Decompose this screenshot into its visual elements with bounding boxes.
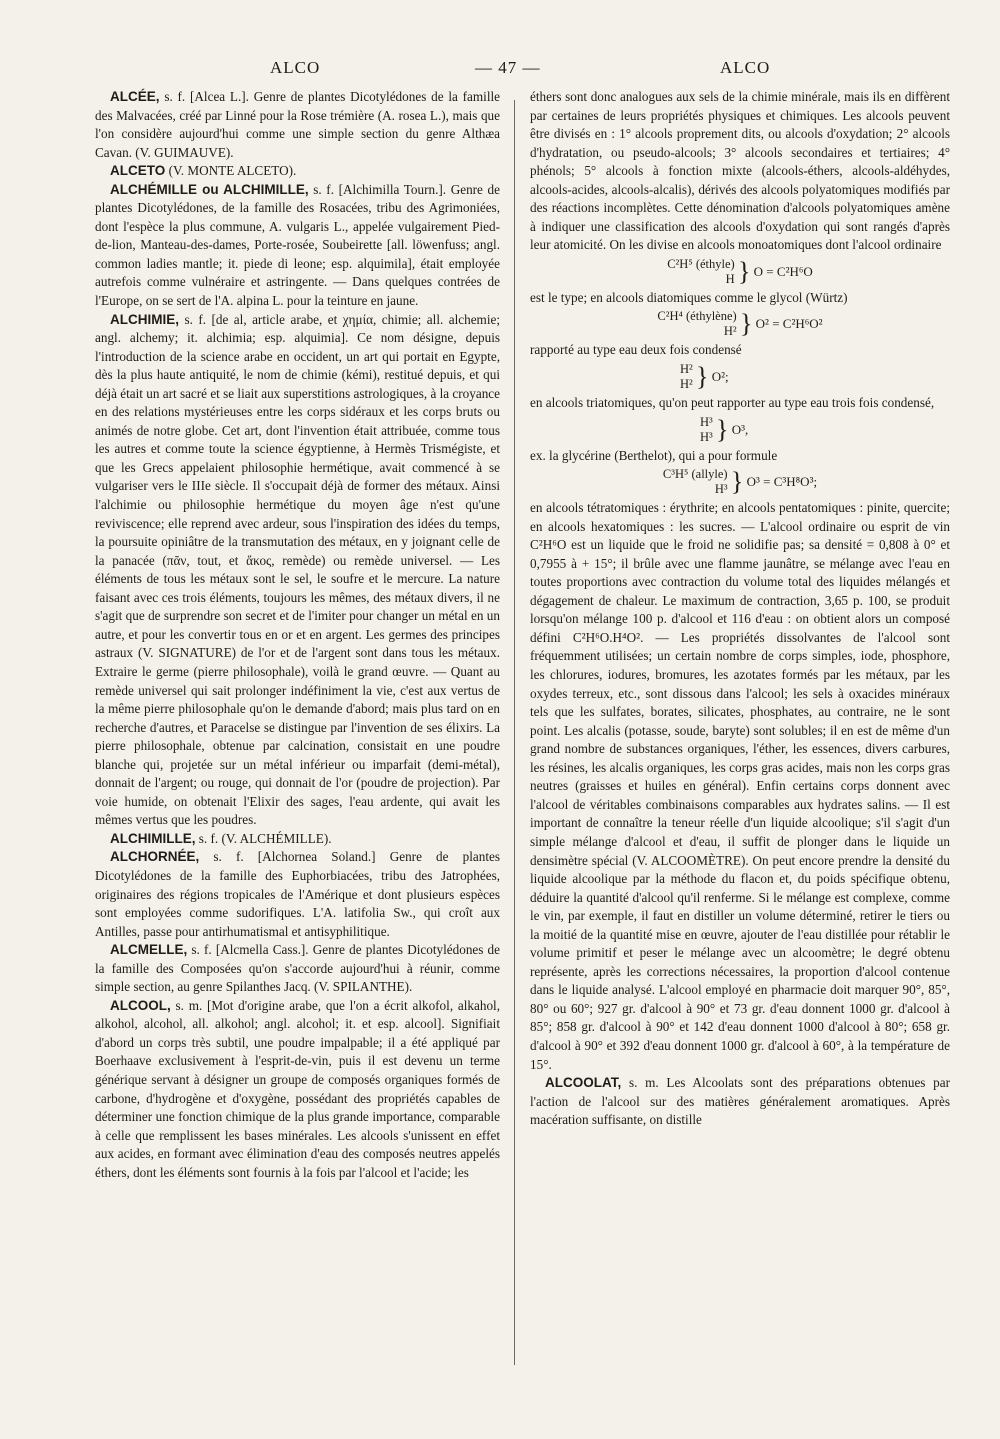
formula-bottom: H³ <box>700 429 713 444</box>
paragraph: rapporté au type eau deux fois condensé <box>530 342 742 358</box>
paragraph: est le type; en alcools diatomiques comme le glycol (Würtz) <box>530 289 848 305</box>
entry-text: (V. MONTE ALCETO). <box>168 163 297 179</box>
headword: ALCÉE, <box>110 89 160 104</box>
formula-bottom: H² <box>723 324 737 339</box>
formula-top: H² <box>680 362 693 377</box>
entry-alcee <box>95 88 500 162</box>
formula-top: C³H⁵ (allyle) <box>662 467 728 482</box>
brace-symbol: } <box>696 362 709 392</box>
entry-alchimie <box>95 311 500 830</box>
entry-text: s. m. [Mot d'origine arabe, que l'on a écrit alkofol, alkahol, alkohol, alcohol, all. alkohol; angl. alcohol; it. et esp. alcool]. Signifiait d'abord un corps très subtil, une poudre impalpable; il a été appliqué par Boerhaave exclusivement à l'esprit-de-vin, puis il est devenu un terme générique servant à désigner un groupe de composés organiques formés de carbone, d'hydrogène et d'oxygène, possédant des propriétés capables de déterminer une fonction chimique de la plus grande importance, comparable à celle que remplissent les bases minérales. Les alcools s'unissent en effet aux acides, en formant avec élimination d'eau des composés neutres appelés éthers, dont les éléments sont fournis à la fois par l'alcool et l'acide; les <box>95 997 500 1180</box>
entry-alcool <box>95 997 500 1182</box>
entry-text: s. f. [Alcea L.]. Genre de plantes Dicotylédones de la famille des Malvacées, créé par Linné pour la Rose trémière (A. rosea L.), mais que l'on considère aujourd'hui comme une simple section du genre Althæa Cavan. (V. GUIMAUVE). <box>95 89 500 160</box>
left-column <box>95 88 500 1182</box>
running-head-right: ALCO <box>720 58 771 77</box>
entry-text: s. f. [Alchimilla Tourn.]. Genre de plantes Dicotylédones, de la famille des Rosacées, tribu des Agrimoniées, dont l'espèce la plus commune, A. vulgaris L., appelée vulgairement Pied-de-lion, Manteau-des-dames, Porte-rosée, Soubeirette [all. löwenfuss; angl. common ladies mantle; it. piede di leone; esp. alquimila], était employée autrefois comme vulnéraire et astringente. — Dans quelques contrées de l'Europe, on se sert de l'A. alpina L. pour la teinture en jaune. <box>95 181 500 309</box>
headword: ALCETO <box>110 163 166 179</box>
alcool-continued: éthers sont donc analogues aux sels de la chimie minérale, mais ils en diffèrent par certaines de leurs propriétés physiques et chimiques. Les alcools peuvent être divisés en : 1° alcools proprement dits, ou alcools d'oxydation; 2° alcools d'hydratation, ou pseudo-alcools; 3° alcools secondaires et tertiaires; 4° phénols; 5° alcools à fonction mixte (alcools-éthers, alcools-aldéhydes, alcools-acides, alcools-alcalis), dérivés des alcools polyatomiques modifiés par des réactions incomplètes. Cette dénomination d'alcools polyatomiques amène à indiquer une classification des alcools d'oxydation qui sont rangés d'après leur atomicité. On les divise en alcools monoatomiques dont l'alcool ordinaire <box>530 89 950 253</box>
formula-top: C²H⁴ (éthylène) <box>657 309 737 324</box>
right-column <box>530 88 950 1130</box>
entry-alchemille <box>95 181 500 311</box>
headword: ALCHIMILLE, <box>110 830 196 846</box>
formula-glycol <box>530 309 950 339</box>
formula-rhs: O² = C²H⁶O² <box>755 316 823 332</box>
formula-bottom: H² <box>680 377 693 392</box>
formula-top: C²H⁵ (éthyle) <box>667 256 735 271</box>
paragraph: ex. la glycérine (Berthelot), qui a pour formule <box>530 447 778 463</box>
headword: ALCHORNÉE, <box>110 849 200 865</box>
headword: ALCHÉMILLE ou ALCHIMILLE, <box>110 181 309 197</box>
page-number: — 47 — <box>475 58 541 77</box>
entry-alchornee <box>95 848 500 941</box>
formula-rhs: O = C²H⁶O <box>753 263 813 279</box>
column-divider <box>514 100 515 1365</box>
entry-alchimille <box>95 830 500 849</box>
entry-text: s. m. Les Alcoolats sont des préparations obtenues par l'action de l'alcool sur des matières généralement aromatiques. Après macération suffisante, on distille <box>530 1075 950 1128</box>
formula-rhs: O²; <box>711 369 729 385</box>
entry-alcmelle <box>95 941 500 997</box>
formula-ethyl-alcohol <box>530 257 950 287</box>
brace-symbol: } <box>739 309 753 339</box>
paragraph: en alcools tétratomiques : érythrite; en alcools pentatomiques : pinite, quercite; en alcools hexatomiques : les sucres. — L'alcool ordinaire ou esprit de vin C²H⁶O est un liquide que le froid ne solidifie pas; sa densité = 0,808 à 0° et 0,7955 à + 15°; il brûle avec une flamme jaunâtre, se mélange avec l'eau en toutes proportions avec contraction du volume total des liquides mélangés et dégagement de chaleur. Le maximum de contraction, 3,65 p. 100, se produit lorsqu'on mélange 100 p. d'alcool et 116 d'eau : on obtient alors un composé défini C²H⁶O.H⁴O². — Les propriétés dissolvantes de l'alcool sont fréquemment utilisées; un certain nombre de corps simples, iode, phosphore, les chlorures, iodures, bromures, les azotates formés par les métaux, par les oxydes terreux, etc., sont dissous dans l'alcool; les sels à oxacides minéraux tels que les sulfates, borates, silicates, phosphates, au contraire, ne le sont point. Les alcalis (potasse, soude, baryte) sont solubles; il en est de même d'un grand nombre de substances organiques, l'éther, les essences, divers carbures, les résines, les alcalis organiques, les corps gras acides, mais non les corps gras neutres (graisses et huiles en général). Enfin certains corps donnent avec l'alcool de véritables combinaisons comparables aux hydrates salins. — Il est important de connaître la teneur réelle d'un liquide alcoolique; s'il s'agit d'un simple mélange d'alcool et d'eau, il suffit de plonger dans le liquide un densimètre spécial (V. ALCOOMÈTRE). On peut encore prendre la densité du liquide alcoolique par la méthode du flacon et, du poids spécifique obtenu, déduire la quantité d'alcool qu'il renferme. Si le mélange est complexe, comme le vin, par exemple, il faut en distiller un volume déterminé, retirer le tiers ou la moitié de la quantité mise en œuvre, ajouter de l'eau distillée pour rétablir le volume primitif et peser le mélange avec un alcoomètre; le degré obtenu représente, après les corrections nécessaires, la proportion d'alcool contenue dans le liquide analysé. L'alcool employé en pharmacie doit marquer 90°, 85°, 80° ou 60°; 927 gr. d'alcool à 90° et 73 gr. d'eau donnent 1000 gr. d'alcool à 85°; 858 gr. d'alcool à 90° et 142 d'eau donnent 1000 d'alcool à 80°; 658 gr. d'alcool à 90° et 392 d'eau donnent 1000 gr. d'alcool à 60°, à la température de 15°. <box>530 500 950 1072</box>
entry-text: s. f. [de al, article arabe, et χημία, chimie; all. alchemie; angl. alchemy; it. alchimia; esp. alquimia]. Ce nom désigne, depuis l'introduction de la science arabe en occident, un art qui portait en Egypte, dès la plus haute antiquité, le nom de chimie (kémi), restitué depuis, et qui déjà était un art sacré et se liait aux superstitions astrologiques, à la croyance en des relations mystérieuses entre les corps sidéraux et les corps bruts ou animés de notre globe. Cet art, dont l'invention était attribuée, comme tous les autres et comme toute la science égyptienne, à Hermès Trismégiste, et que les Grecs appelaient philosophie hermétique, avait commencé à se vulgariser vers le IIIe siècle. Il s'occupait déjà de former des métaux. Ainsi l'alchimie ou philosophie hermétique du moyen âge n'est qu'une reviviscence; elle reprend avec ardeur, sous l'inspiration des idées du temps, la poursuite opiniâtre de la transmutation des métaux, en y joignant celle de la panacée (πᾶν, tout, et ἄκος, remède) ou remède universel. — Les éléments de tous les métaux sont le sel, le soufre et le mercure. La nature faisant avec ces trois éléments, toujours les mêmes, des métaux divers, il ne s'agit que de surprendre son secret et de l'imiter pour changer un métal en un autre, et pour les convertir tous en or et en argent. Les germes des principes astraux (V. SIGNATURE) de l'or et de l'argent sont dans tous les métaux. Extraire le germe (pierre philosophale), voilà le grand œuvre. — Quant au remède universel qui sait prolonger indéfiniment la vie, c'est aux vertus de la même pierre philosophale qu'on le demande d'abord; mais plus tard on en recherche d'autres, et Paracelse se distingue par l'invention de ses élixirs. La pierre philosophale, obtenue par calcination, consistait en une poudre blanche qui, projetée sur un métal inférieur ou imparfait (demi-métal), donnait de l'argent; ou rouge, qui donnait de l'or (poudre de projection). Par voie humide, on obtenait l'Elixir des sages, l'eau ardente, qui avait les mêmes vertus que les poudres. <box>95 311 501 828</box>
page-header <box>100 58 950 82</box>
headword: ALCHIMIE, <box>110 311 179 327</box>
brace-symbol: } <box>716 414 729 444</box>
entry-alceto <box>95 162 500 181</box>
paragraph: en alcools triatomiques, qu'on peut rapporter au type eau trois fois condensé, <box>530 395 935 411</box>
formula-water-double <box>530 362 950 392</box>
formula-top: H³ <box>700 414 713 429</box>
running-head-left: ALCO <box>270 58 321 77</box>
formula-rhs: O³ = C³H⁸O³; <box>746 474 818 490</box>
formula-bottom: H <box>725 271 735 286</box>
formula-rhs: O³, <box>731 421 749 437</box>
formula-bottom: H³ <box>714 482 728 497</box>
entry-text: s. f. [Alcmella Cass.]. Genre de plantes Dicotylédones de la famille des Composées qu'on s'accorde aujourd'hui à réunir, comme simple section, au genre Spilanthes Jacq. (V. SPILANTHE). <box>95 942 500 995</box>
formula-water-triple <box>530 415 950 445</box>
entry-text: s. f. (V. ALCHÉMILLE). <box>198 830 332 846</box>
formula-glycerine <box>530 467 950 497</box>
headword: ALCMELLE, <box>110 942 188 958</box>
entry-alcoolat <box>530 1074 950 1130</box>
brace-symbol: } <box>737 256 751 286</box>
headword: ALCOOLAT, <box>545 1075 622 1091</box>
entry-text: s. f. [Alchornea Soland.] Genre de plantes Dicotylédones de la famille des Euphorbiacées, tribu des Jatrophées, originaires des régions tropicales de l'Amérique et dont plusieurs espèces sont employées comme sudorifiques. L'A. latifolia Sw., qui croît aux Antilles, passe pour antirhumatismal et antisyphilitique. <box>95 849 500 939</box>
brace-symbol: } <box>730 467 744 497</box>
headword: ALCOOL, <box>110 997 171 1013</box>
